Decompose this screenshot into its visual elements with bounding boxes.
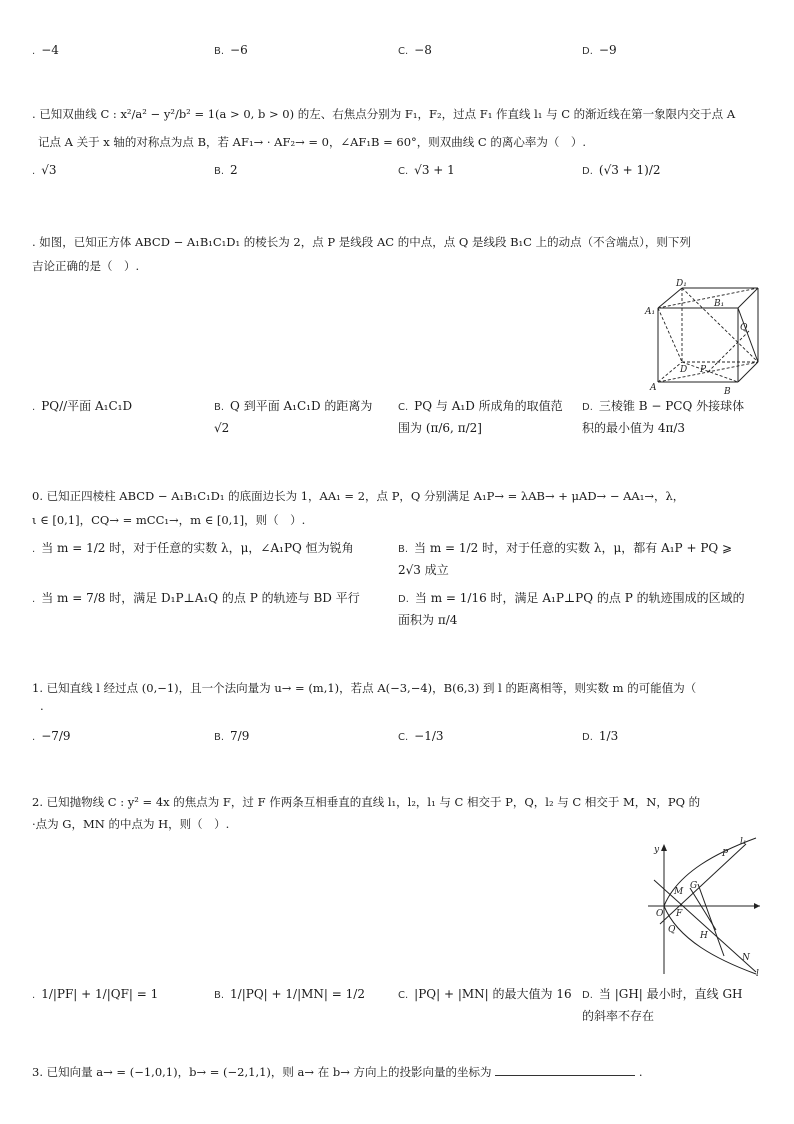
q9-option-c: C. PQ 与 A₁D 所成角的取值范围为 (π/6, π/2] (398, 399, 563, 435)
q8-stem-line2: 记点 A 关于 x 轴的对称点为点 B，若 AF₁→ · AF₂→ = 0，∠AF₁B = 60°，则双曲线 C 的离心率为（ ）. (38, 135, 587, 149)
q9-option-d: D. 三棱锥 B − PCQ 外接球体积的最小值为 4π/3 (582, 399, 745, 435)
parabola-label-l1: l₁ (740, 837, 747, 847)
parabola-label-q: Q (668, 925, 676, 935)
q11-option-c: C. −1/3 (398, 729, 444, 743)
parabola-label-m: M (674, 887, 684, 897)
q8-stem-line1: . 已知双曲线 C : x²/a² − y²/b² = 1(a > 0, b > 0) 的左、右焦点分别为 F₁，F₂，过点 F₁ 作直线 l₁ 与 C 的渐近线在第一象限内交于点 A (32, 107, 736, 121)
q12-option-a: . 1/|PF| + 1/|QF| = 1 (32, 987, 159, 1001)
parabola-label-g: G (690, 881, 698, 891)
q10-option-c: . 当 m = 7/8 时，满足 D₁P⊥A₁Q 的点 P 的轨迹与 BD 平行 (32, 591, 360, 605)
cube-figure (640, 278, 760, 396)
q7-option-b: B. −6 (214, 43, 248, 57)
q8-option-a: . √3 (32, 163, 57, 177)
cube-label-q: Q (740, 323, 748, 333)
q8-option-c: C. √3 + 1 (398, 163, 455, 177)
q12-option-c: C. |PQ| + |MN| 的最大值为 16 (398, 987, 572, 1001)
q11-stem-line2: . (40, 699, 44, 713)
cube-label-a: A (650, 383, 657, 393)
q7-option-c: C. −8 (398, 43, 432, 57)
q7-option-a: . −4 (32, 43, 59, 57)
q11-option-a: . −7/9 (32, 729, 71, 743)
q13-stem: 3. 已知向量 a→ = (−1,0,1)，b→ = (−2,1,1)，则 a→ 在 b→ 方向上的投影向量的坐标为 . (32, 1065, 643, 1079)
cube-label-d: D (680, 365, 688, 375)
parabola-label-y: y (654, 845, 660, 855)
parabola-label-f: F (676, 909, 683, 919)
q9-option-a: . PQ//平面 A₁C₁D (32, 399, 133, 413)
q11-option-b: B. 7/9 (214, 729, 250, 743)
parabola-label-o: O (656, 909, 664, 919)
q12-stem-line1: 2. 已知抛物线 C : y² = 4x 的焦点为 F，过 F 作两条互相垂直的直线 l₁，l₂，l₁ 与 C 相交于 P，Q，l₂ 与 C 相交于 M，N，PQ 的 (32, 795, 701, 809)
parabola-figure (648, 834, 762, 980)
cube-label-d1: D₁ (676, 279, 687, 289)
q8-option-b: B. 2 (214, 163, 238, 177)
q12-option-b: B. 1/|PQ| + 1/|MN| = 1/2 (214, 987, 365, 1001)
q10-stem-line1: 0. 已知正四棱柱 ABCD − A₁B₁C₁D₁ 的底面边长为 1，AA₁ = 2，点 P，Q 分别满足 A₁P→ = λAB→ + μAD→ − AA₁→，λ， (32, 489, 685, 503)
q9-stem-line2: 吉论正确的是（ ）. (32, 259, 140, 273)
parabola-label-l: l (756, 969, 759, 979)
q10-option-b: B. 当 m = 1/2 时，对于任意的实数 λ，μ，都有 A₁P + PQ ⩾ 2√3 成立 (398, 541, 733, 577)
q7-option-d: D. −9 (582, 43, 617, 57)
q10-stem-line2: ι ∈ [0,1]，CQ→ = mCC₁→，m ∈ [0,1]，则（ ）. (32, 513, 306, 527)
q8-option-d: D. (√3 + 1)/2 (582, 163, 661, 177)
cube-label-a1: A₁ (645, 307, 656, 317)
parabola-label-p: P (722, 849, 729, 859)
q9-option-b: B. Q 到平面 A₁C₁D 的距离为 √2 (214, 399, 373, 435)
parabola-label-n: N (742, 953, 750, 963)
cube-label-p: P (700, 365, 707, 375)
q12-option-d: D. 当 |GH| 最小时，直线 GH 的斜率不存在 (582, 987, 743, 1023)
q9-stem-line1: . 如图，已知正方体 ABCD − A₁B₁C₁D₁ 的棱长为 2，点 P 是线段 AC 的中点，点 Q 是线段 B₁C 上的动点（不含端点），则下列 (32, 235, 691, 249)
q11-stem-line1: 1. 已知直线 l 经过点 (0,−1)，且一个法向量为 u→ = (m,1)，若点 A(−3,−4)，B(6,3) 到 l 的距离相等，则实数 m 的可能值为（ (32, 681, 697, 695)
q10-option-d: D. 当 m = 1/16 时，满足 A₁P⊥PQ 的点 P 的轨迹围成的区域的面积为 π/4 (398, 591, 745, 627)
q10-option-a: . 当 m = 1/2 时，对于任意的实数 λ，μ，∠A₁PQ 恒为锐角 (32, 541, 354, 555)
parabola-label-h: H (700, 931, 708, 941)
cube-label-b: B (724, 387, 731, 396)
q11-option-d: D. 1/3 (582, 729, 619, 743)
q12-stem-line2: ·点为 G，MN 的中点为 H，则（ ）. (32, 817, 230, 831)
q13-answer-blank[interactable] (495, 1063, 635, 1076)
cube-label-b1: B₁ (714, 299, 725, 309)
